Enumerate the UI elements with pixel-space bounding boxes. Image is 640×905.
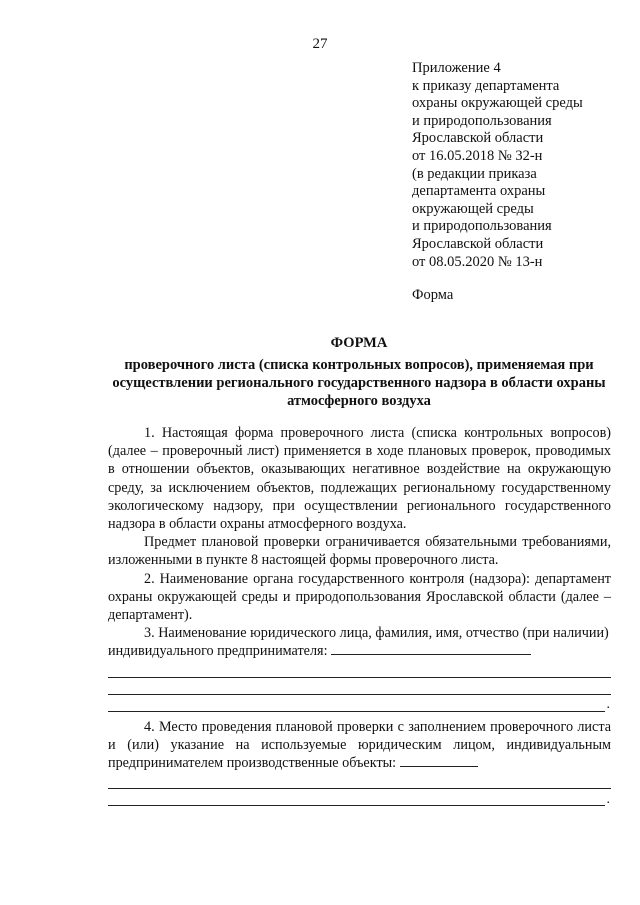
document-body <box>108 424 611 806</box>
paragraph-2: Предмет плановой проверки ограничивается обязательными требованиями, изложенными в пункте 8 настоящей формы проверочного листа. <box>108 534 611 569</box>
page-number: 27 <box>312 36 328 52</box>
title-subtitle: проверочного листа (списка контрольных вопросов), применяемая при осуществлении регионального государственного надзора в области охраны атмосферного воздуха <box>112 357 606 409</box>
appendix-line: к приказу департамента <box>412 77 560 94</box>
appendix-line: (в редакции приказа <box>412 165 537 182</box>
appendix-line: департамента охраны <box>412 183 546 200</box>
fill-line-3c[interactable] <box>108 695 605 712</box>
fill-line-3b[interactable] <box>108 678 611 695</box>
appendix-line: охраны окружающей среды <box>412 95 583 112</box>
paragraph-1: 1. Настоящая форма проверочного листа (списка контрольных вопросов) (далее – проверочный лист) применяется в ходе плановых проверок, проводимых в отношении объектов, оказывающих негативное воздействие на окружающую среду, за исключением объектов, подлежащих региональному государственному экологическому надзору, при осуществлении регионального государственного надзора в области охраны атмосферного воздуха. <box>108 425 611 533</box>
paragraph-5 <box>108 718 611 773</box>
paragraph-4 <box>108 624 611 660</box>
appendix-line: Ярославской области <box>412 235 544 252</box>
document-title <box>105 334 613 410</box>
fill-line-3-inline[interactable] <box>331 642 531 655</box>
appendix-line: Приложение 4 <box>412 60 501 76</box>
fill-line-3a[interactable] <box>108 661 611 678</box>
appendix-line: от 16.05.2018 № 32-н <box>412 147 543 164</box>
paragraph-4-text: 3. Наименование юридического лица, фамилия, имя, отчество (при наличии) индивидуального предпринимателя: <box>108 625 609 660</box>
appendix-line: Ярославской области <box>412 130 544 147</box>
appendix-line: и природопользования <box>412 218 552 235</box>
title-main: ФОРМА <box>330 335 388 351</box>
paragraph-5-text: 4. Место проведения плановой проверки с заполнением проверочного листа и (или) указание на используемые юридическим лицом, индивидуальным предпринимателем производственные объекты: <box>108 718 611 772</box>
appendix-line: окружающей среды <box>412 200 534 217</box>
appendix-line: и природопользования <box>412 112 552 129</box>
form-label: Форма <box>412 287 454 303</box>
paragraph-3: 2. Наименование органа государственного контроля (надзора): департамент охраны окружающей среды и природопользования Ярославской области (далее – департамент). <box>108 570 611 624</box>
fill-line-4a[interactable] <box>108 772 611 789</box>
appendix-line: от 08.05.2020 № 13-н <box>412 253 543 270</box>
fill-line-4b[interactable] <box>108 789 605 806</box>
appendix-header <box>412 60 627 271</box>
fill-line-4-inline[interactable] <box>400 754 478 767</box>
